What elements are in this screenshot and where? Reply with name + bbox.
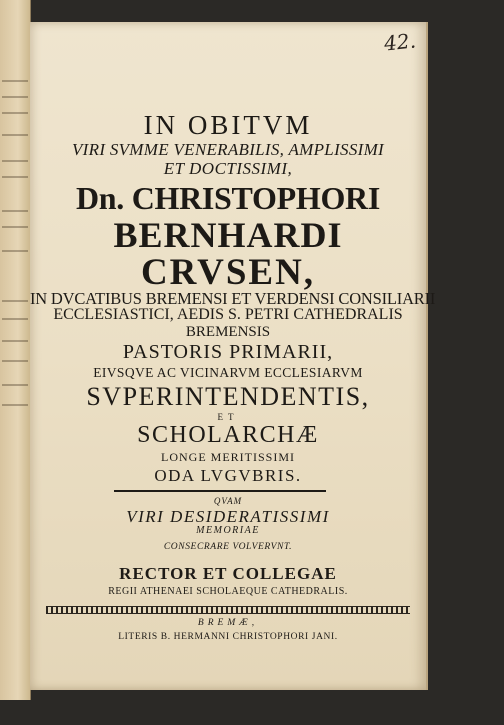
ornamental-border-rule [46, 606, 410, 614]
page-number: 42. [383, 28, 418, 56]
imprint-city: BREMÆ, [197, 618, 259, 628]
title-epithets-1: VIRI SVMME VENERABILIS, AMPLISSIMI [71, 140, 385, 159]
scholarchae: SCHOLARCHÆ [137, 422, 319, 448]
oda-lugubris: ODA LVGVBRIS. [154, 466, 302, 485]
imprint-printer: LITERIS B. HERMANNI CHRISTOPHORI JANI. [118, 632, 338, 642]
name-crusen: CRVSEN, [140, 252, 316, 293]
title-in-obitum: IN OBITVM [143, 110, 313, 140]
authors-regii: REGII ATHENAEI SCHOLAEQUE CATHEDRALIS. [108, 586, 348, 597]
dedication-memoriae: MEMORIAE [196, 525, 260, 536]
title-page [30, 22, 436, 690]
offices-line-2: ECCLESIASTICI, AEDIS S. PETRI CATHEDRALIS [53, 306, 403, 323]
name-bernhardi: BERNHARDI [113, 215, 343, 255]
divider-rule [114, 490, 326, 492]
facing-page-edge [0, 0, 31, 700]
dedication-viri: VIRI DESIDERATISSIMI [126, 507, 330, 526]
name-christophori: Dn. CHRISTOPHORI [75, 180, 380, 216]
offices-line-3: BREMENSIS [185, 324, 271, 340]
title-epithets-2: ET DOCTISSIMI, [163, 159, 293, 178]
offices-line-1: IN DVCATIBUS BREMENSI ET VERDENSI CONSILIARII [30, 289, 436, 308]
dedication-consecrare: CONSECRARE VOLVERVNT. [163, 542, 293, 552]
authors-rector: RECTOR ET COLLEGAE [119, 564, 337, 583]
et-line: ET [217, 412, 239, 422]
superintendentis: SVPERINTENDENTIS, [86, 382, 370, 411]
dedication-quam: QVAM [213, 496, 243, 506]
eiusque-line: EIVSQVE AC VICINARVM ECCLESIARVM [93, 365, 363, 380]
longe-meritissimi: LONGE MERITISSIMI [161, 450, 295, 464]
pastoris-primarii: PASTORIS PRIMARII, [122, 341, 334, 363]
